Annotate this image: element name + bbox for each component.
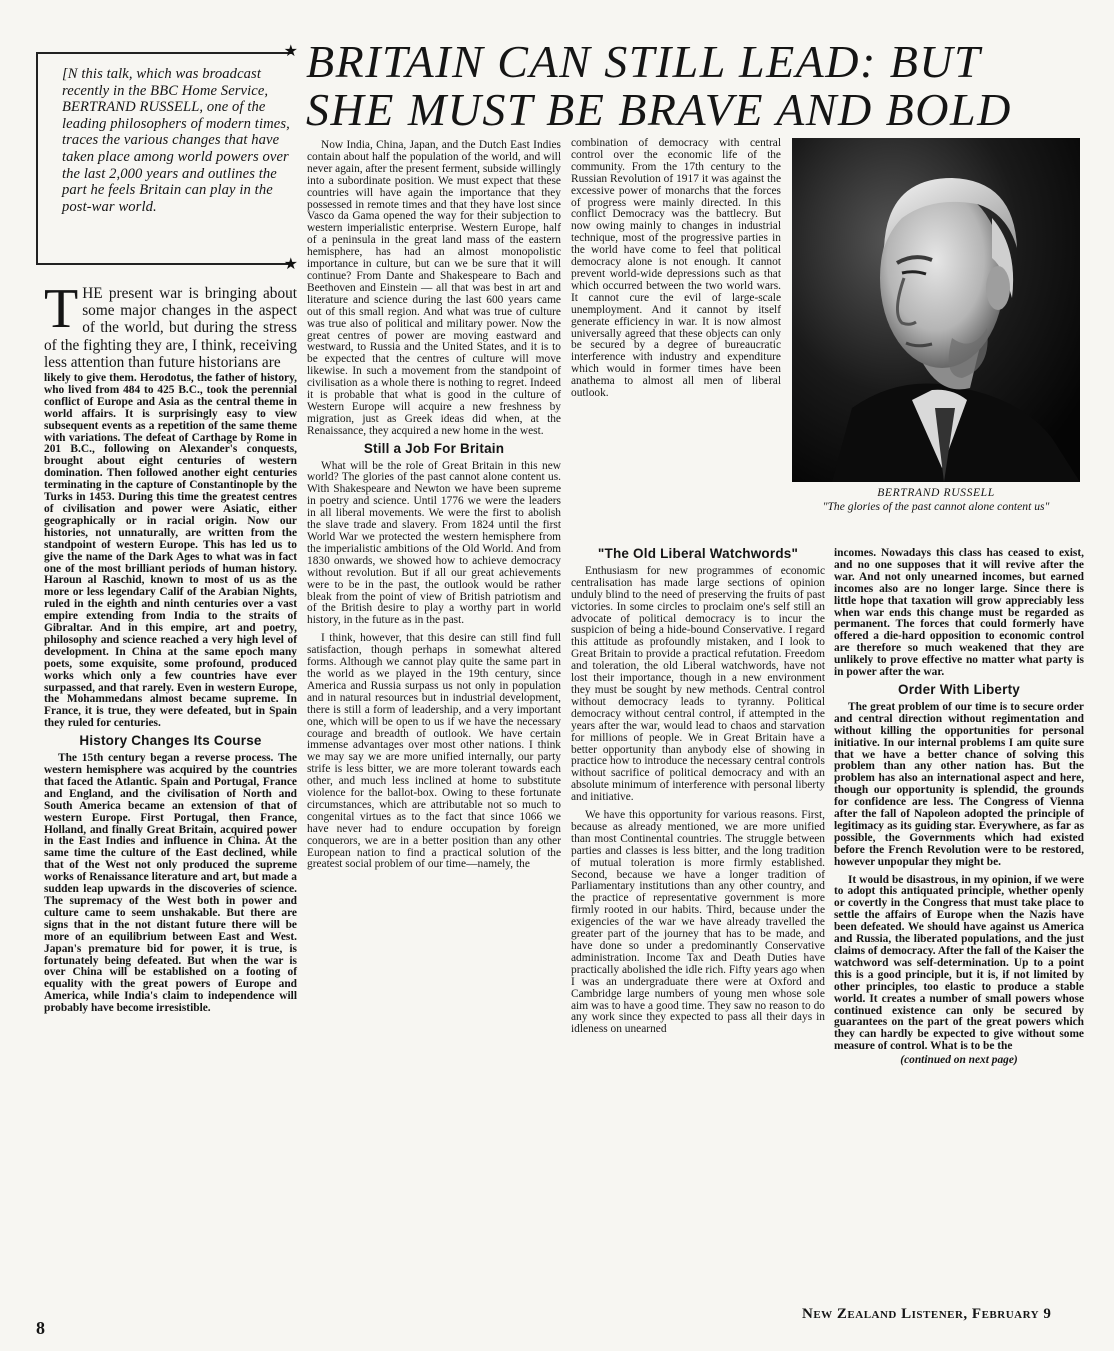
headline-line-1: BRITAIN CAN STILL LEAD: BUT bbox=[306, 36, 982, 87]
col3-paragraph-3: We have this opportunity for various reasons. First, because as already mentioned, we are more unified than most Continental countries. The struggle between parties and classes is less bitter, and the long tradition of mutual toleration is more firmly established. Second, because we have a longer tradition of Parliamentary institutions than any other country, and the practice of representative government is more firmly rooted in our habits. Third, because under the exigencies of the war we have already travelled the greater part of the journey that has to be made, and have done so under a predominantly Conservative administration. Income Tax and Death Duties have practically abolished the idle rich. Fifty years ago when I was an undergraduate there were at Oxford and Cambridge large numbers of young men whose sole aim was to have a good time. They saw no reason to do any work since they expected to pass all their days in idleness on unearned bbox=[571, 809, 825, 1036]
col3-paragraph-1: combination of democracy with central control over the economic life of the community. From the 17th century to the Russian Revolution of 1917 it was against the excessive power of monarchs that the forces of progress were mainly directed. In this conflict Democracy was the battlecry. But now owing mainly to changes in industrial technique, most of the progressive parties in the world have come to feel that political democracy alone is not enough. It cannot prevent world-wide depressions such as that which occurred between the two world wars. It cannot cure the evil of large-scale unemployment. And it cannot by itself generate efficiency in war. It is now almost universally agreed that these objects can only be secured by a degree of bureaucratic interference with industry and expenditure which would in former times have been anathema to almost all men of liberal outlook. bbox=[571, 137, 781, 400]
portrait-photo bbox=[792, 138, 1080, 482]
section-heading-order: Order With Liberty bbox=[898, 681, 1020, 697]
caption-name: BERTRAND RUSSELL bbox=[877, 486, 995, 499]
col4-paragraph-1: incomes. Nowadays this class has ceased to exist, and no one supposes that it will revive after the war. And not only unearned incomes, but earned incomes also are no longer large. Since there is little hope that taxation will grow appreciably less when war ends this change must be regarded as permanent. The forces that could formerly have offered a die-hard opposition to economic control are therefore so much weakened that they are unlikely to prove effective no matter what party is in power after the war. bbox=[834, 547, 1084, 679]
section-heading-britain: Still a Job For Britain bbox=[363, 440, 505, 456]
photo-caption bbox=[790, 486, 1082, 514]
section-heading-liberal: "The Old Liberal Watchwords" bbox=[597, 546, 799, 561]
col4-paragraph-3: It would be disastrous, in my opinion, if we were to adopt this antiquated principle, whether openly or covertly in the Congress that must take place to settle the affairs of Europe when the Nazis have been defeated. We should have against us America and Russia, the liberated populations, and the just claims of democracy. After the fall of the Kaiser the watchword was self-determination. Up to a point this is a good principle, but it is, if not limited by other principles, too elastic to produce a stable world. It creates a number of small powers whose continued existence can only be secured by guarantees on the part of the great powers which they can hardly be expected to give without some measure of control. What is to be the bbox=[834, 873, 1084, 1053]
col2-paragraph-1: Now India, China, Japan, and the Dutch East Indies contain about half the population of the world, and will never again, after the present ferment, subside willingly into a subordinate position. We must expect that these countries will have again the importance that they possessed in remote times and that they have lost since Vasco da Gama opened the way for their subjection to western imperialistic enterprise. Western Europe, half of a peninsula in the great land mass of the eastern hemisphere, has had an almost monopolistic importance in culture, but can we be sure that it will continue? From Dante and Shakespeare to Bach and Beethoven and Einstein — all that was best in art and literature and science during the last 600 years came out of this small region. And what was true of culture was true also of political and military power. Now the great centres of power are moving eastward and westward, to Russia and the United States, and it is to be expected that the centres of culture will move likewise. In such a movement from the standpoint of civilisation as a whole there is nothing to regret. Indeed it is probable that what is good in the culture of Western Europe will acquire a new freshness by migration, just as Greek ideas did when, at the Renaissance, they acquired a new home in the west. bbox=[307, 139, 561, 437]
column-4 bbox=[834, 548, 1084, 1067]
intro-text: [N this talk, which was broadcast recently in the BBC Home Service, BERTRAND RUSSELL, one of the leading philosophers of modern times, traces the various changes that have taken place among world powers over the last 2,000 years and outlines the part he feels Britain can play in the post-war world. bbox=[62, 66, 290, 215]
col1-paragraph-1: likely to give them. Herodotus, the father of history, who lived from 484 to 425 B.C., took the perennial conflict of Europe and Asia as the central theme in world affairs. It is surprisingly easy to view subsequent events as a repetition of the same theme with variations. The defeat of Carthage by Rome in 201 B.C., following on Alexander's conquests, brought about eight centuries of western domination. Then followed another eight centuries terminating in the capture of Constantinople by the Turks in 1453. During this time the greatest centres of civilisation and power were Asiatic, either geographically or in racial origin. Now our histories, not unnaturally, are written from the standpoint of western Europe. This has led us to give the name of the Dark Ages to what was in fact one of the most brilliant periods of human history. Haroun al Raschid, known to most of us as the more or less legendary Calif of the Arabian Nights, ruled in the eighth and ninth centuries over a vast empire extending from India to the straits of Gibraltar. And in this empire, art and poetry, philosophy and science reached a very high level of development. In China at the same epoch many poets, some exquisite, some profound, produced works which only a few countries have ever surpassed, and that rarely. Even in western Europe, the Mohammedans almost became supreme. In France, it is true, they were defeated, but in Spain they ruled for centuries. bbox=[44, 372, 297, 730]
column-2 bbox=[307, 140, 561, 871]
column-1 bbox=[44, 278, 297, 1015]
col1-paragraph-2: The 15th century began a reverse process. The western hemisphere was acquired by the countries that faced the Atlantic. Spain and Portugal, France and England, and the civilisation of North and South America became an extension of that of western Europe. First Portugal, then France, Holland, and finally Great Britain, acquired power in the East Indies and influence in China. At the same time the culture of the East declined, while that of the West not only produced the supreme works of Renaissance literature and art, but made a sudden leap upwards in the discoveries of science. The supremacy of the West both in power and culture came to seem unshakable. But there are signs that in the not distant future there will be more of an equilibrium between East and West. Japan's premature bid for power, it is true, is fortunately being defeated. But when the war is over China will be established on a footing of equality with the great powers of Europe and America, while India's claim to independence will probably have become irresistible. bbox=[44, 752, 297, 1015]
star-icon: ★ bbox=[283, 43, 298, 60]
lead-paragraph bbox=[44, 278, 297, 371]
portrait-image bbox=[792, 138, 1080, 482]
lead-text: HE present war is bringing about some major changes in the aspect of the world, but during the stress of the fighting they are, I think, receiving less attention than future historians are bbox=[44, 285, 297, 371]
col4-paragraph-2: The great problem of our time is to secure order and central direction without regimentation and without killing the opportunities for personal initiative. In our internal problems I am quite sure that we have a better chance of solving this problem than any other nation has. But the problem has also an international aspect and here, though our opportunity is splendid, the grounds for confidence are less. The Congress of Vienna after the fall of Napoleon adopted the principle of legitimacy as its guiding star. Everywhere, as far as possible, the Governments which had existed before the French Revolution were to be restored, however unpopular they might be. bbox=[834, 700, 1084, 868]
headline-line-2: SHE MUST BE BRAVE AND BOLD bbox=[306, 84, 1012, 135]
col2-paragraph-2: What will be the role of Great Britain in this new world? The glories of the past cannot alone content us. With Shakespeare and Newton we have been supreme in poetry and science. Until 1776 we were the leaders in all liberal movements. We were the first to abolish the slave trade and slavery. From 1824 until the first World War we protected the western hemisphere from the imperialistic ambitions of the Old World. And from 1830 onwards, we showed how to achieve democracy without revolution. But if all our great achievements were to be in the past, the outlook would be rather bleak from the point of view of British patriotism and of the British desire to play a worthy part in world history, in the future as in the past. bbox=[307, 459, 561, 627]
headline bbox=[306, 38, 1096, 134]
page-number: 8 bbox=[36, 1318, 45, 1338]
publication-footer bbox=[802, 1306, 1051, 1323]
column-3-bottom bbox=[571, 548, 825, 1036]
caption-quote: "The glories of the past cannot alone content us" bbox=[822, 500, 1050, 513]
section-heading-history: History Changes Its Course bbox=[79, 733, 262, 749]
column-3-top bbox=[571, 138, 781, 400]
col2-paragraph-3: I think, however, that this desire can still find full satisfaction, though perhaps in somewhat altered forms. Although we cannot play quite the same part in the world as we played in the 19th century, since America and Russia surpass us not only in population and in natural resources but in industrial development, there is still a form of leadership, and a very important one, which will be open to us if we have the necessary courage and breadth of outlook. We have certain immense advantages over most other nations. I think we may say we are more unified internally, our party strife is less bitter, we are more tolerant towards each other, and much less inclined at home to substitute violence for the ballot-box. Owing to these fortunate circumstances, which are attributable not so much to congenital virtues as to the fact that since 1066 we have never had to endure occupation by foreign conquerors, we are in a better position than any other European nation to find a practical solution of the greatest social problem of our time—namely, the bbox=[307, 632, 561, 871]
drop-cap: T bbox=[44, 278, 79, 340]
publication-name: New Zealand Listener, February 9 bbox=[802, 1306, 1052, 1322]
star-icon: ★ bbox=[283, 256, 298, 273]
continued-note: (continued on next page) bbox=[900, 1054, 1018, 1067]
col3-paragraph-2: Enthusiasm for new programmes of economic centralisation has made large sections of opinion unduly blind to the need of preserving the fruits of past victories. In some circles to proclaim one's self still an advocate of political democracy is to incur the suspicion of being a hide-bound Conservative. I regard this attitude as profoundly mistaken, and I look to Great Britain to provide a practical refutation. Freedom and toleration, the old Liberal watchwords, have not lost their importance, though in a new environment they must be sought by new methods. Central control without democracy leads to tyranny. Political democracy without central control, if attempted in the years after the war, would lead to chaos and starvation for millions of people. We in Great Britain have a better opportunity than anybody else of showing in practice how to introduce the necessary central controls without sacrifice of political democracy and with an absolute minimum of interference with personal liberty and initiative. bbox=[571, 564, 825, 804]
